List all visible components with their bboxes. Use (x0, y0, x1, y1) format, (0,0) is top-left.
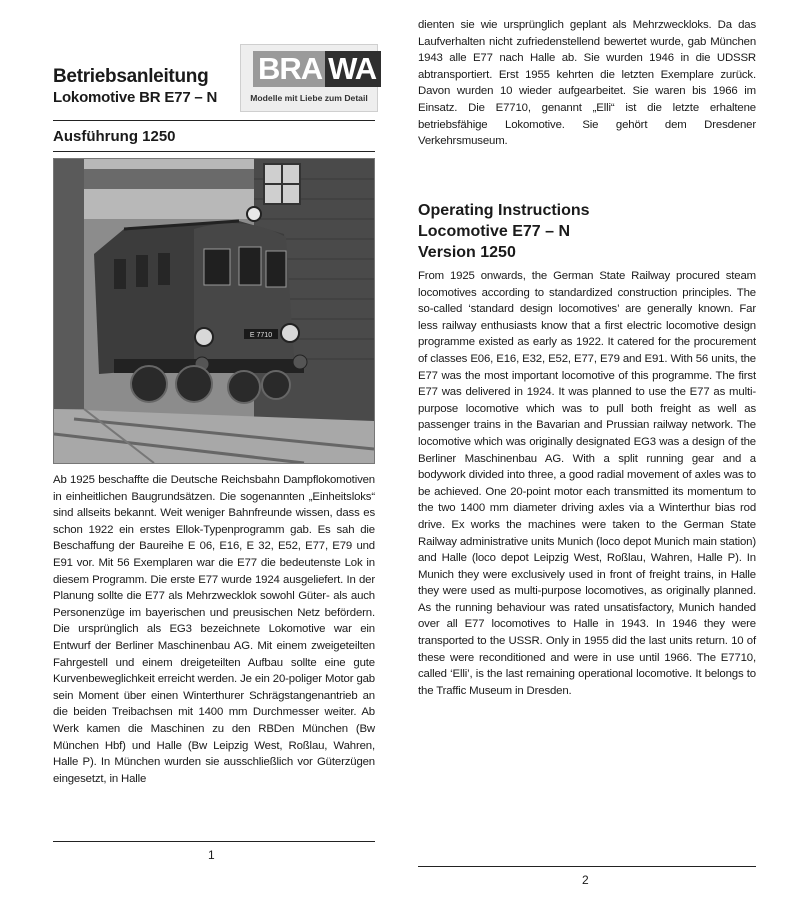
english-version: Version 1250 (418, 244, 516, 261)
english-heading (418, 200, 590, 263)
logo-part-wa: WA (325, 51, 381, 87)
page-number: 2 (582, 873, 589, 887)
german-body-text: Ab 1925 beschaffte die Deutsche Reichsbahn Dampflokomotiven in einheitlichen Baugrundsätzen. Die sogenannten „Einheitsloks“ sind allseits bekannt. Weit weniger Bahnfreunde wissen, dass es schon 1922 ein erstes Ellok-Typenprogramm gab. Es sah die Beschaffung der Baureihe E 06, E16, E 32, E52, E77, E79 und E91 vor. Mit 56 Exemplaren war die E77 die bedeutenste Lok in diesem Programm. Die erste E77 wurde 1924 ausgeliefert. In der Planung sollte die E77 als Mehrzwecklok sowohl Güter- als auch Personenzüge im bayerischen und preusischen Netz befördern. Die ursprünglich als EG3 bezeichnete Lokomotive war ein Entwurf der Berliner Maschinenbau AG. Mit einem zweigeteilten Fahrgestell und einem dreigeteilten Aufbau sollte eine gute Kurvenbeweglichkeit erreicht werden. Je ein 20-poliger Motor gab sein Moment über einen Winterthurer Schrägstangenantrieb an die beiden Treibachsen mit 1400 mm Durchmesser weiter. Ab Werk kamen die Maschinen zu den RBDen München (Bw München Hbf) und Halle (Bw Leipzig West, Roßlau, Wahren, Halle P). In München wurden sie ausschließlich vor Güterzügen eingesetzt, in Halle (53, 474, 375, 785)
version-heading: Ausführung 1250 (53, 128, 176, 145)
english-subtitle: Locomotive E77 – N (418, 223, 571, 240)
section-rule (53, 151, 375, 152)
locomotive-photo (53, 158, 375, 464)
footer-rule (418, 866, 756, 867)
logo-part-bra: BRA (253, 51, 325, 87)
title-block (53, 66, 217, 107)
loco-number-plate: E 7710 (249, 332, 273, 339)
brawa-logo (240, 44, 378, 112)
german-body-continued: dienten sie wie ursprünglich geplant als Mehrzweckloks. Da das Laufverhalten nicht zufriedenstellend bewertet wurde, gab München 1943 alle E77 nach Halle ab. Sie wurden 1946 in die UDSSR abtransportiert. Erst 1955 kehrten die letzten Exemplare zurück. Davon wurden 10 wieder aufgearbeitet. Sie waren bis 1966 im Einsatz. Die E7710, genannt „Elli“ ist die letzte erhaltene betriebsfähige Lokomotive. Sie gehört dem Dresdener Verkehrsmuseum. (418, 19, 756, 148)
header-rule (53, 120, 375, 121)
document-title: Betriebsanleitung (53, 66, 209, 87)
document-subtitle: Lokomotive BR E77 – N (53, 89, 218, 106)
logo-wordmark (253, 51, 381, 87)
logo-tagline: Modelle mit Liebe zum Detail (250, 93, 368, 103)
page-number: 1 (208, 848, 215, 862)
english-title: Operating Instructions (418, 202, 590, 219)
english-body-text: From 1925 onwards, the German State Railway procured steam locomotives according to standardized construction principles. The so-called ‘standard design locomotives’ are generally known. Far less railway enthusiasts know that a first electric locomotive design programme existed as early as 1922. It catered for the procurement of classes E06, E16, E32, E52, E77, E79 and E91. With 56 units, the E77 was the most important locomotive of this programme. The first E77 was delivered in 1924. It was planned to use the E77 as multi-purpose locomotive which was to pull both freight as well as passenger trains in the Bavarian and Prussian railway network. The locomotive which was originally designated EG3 was a design of the Berliner Maschinenbau AG. With a split running gear and a bodywork divided into three, a good radial movement of axles was to be achieved. One 20-point motor each transmitted its momentum to the two 1400 mm diameter driving axles via a Winterthur bias rod drive. Ex works the machines were taken to the German State Railway administrative units Munich (loco depot Munich main station) and Halle (loco depot Leipzig West, Roßlau, Wahren, Halle P). In Munich they were exclusively used in front of freight trains, in Halle they were used as multi-purpose locomotives, as originally planned. As the running behaviour was rated unsatisfactory, Munich handed over all E77 locomotives to Halle in 1943. In 1946 they were transported to the USSR. Only in 1955 did the last units return. 10 of these were reconditioned and were in use until 1966. The E7710, called ‘Elli’, is the last remaining operational locomotive. It belongs to the Traffic Museum in Dresden. (418, 270, 756, 697)
footer-rule (53, 841, 375, 842)
locomotive-photo-image (54, 159, 374, 463)
